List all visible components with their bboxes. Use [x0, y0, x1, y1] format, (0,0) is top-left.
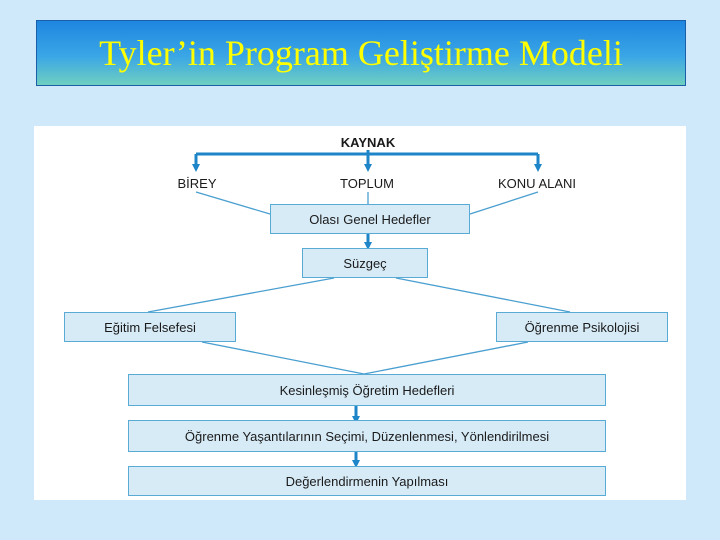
source-individual: BİREY — [177, 176, 217, 191]
source-subject-area: KONU ALANI — [497, 176, 577, 191]
filter-box: Süzgeç — [302, 248, 428, 278]
source-label: KAYNAK — [340, 135, 396, 150]
source-society: TOPLUM — [340, 176, 394, 191]
diagram-panel — [34, 126, 686, 500]
source-distribution-arrows — [196, 150, 538, 168]
evaluation-box: Değerlendirmenin Yapılması — [128, 466, 606, 496]
philosophy-box: Eğitim Felsefesi — [64, 312, 236, 342]
psychology-box: Öğrenme Psikolojisi — [496, 312, 668, 342]
experiences-box: Öğrenme Yaşantılarının Seçimi, Düzenlenmesi, Yönlendirilmesi — [128, 420, 606, 452]
objectives-box: Kesinleşmiş Öğretim Hedefleri — [128, 374, 606, 406]
title-bar — [36, 20, 686, 86]
page-title: Tyler’in Program Geliştirme Modeli — [99, 33, 623, 73]
general-goals-box: Olası Genel Hedefler — [270, 204, 470, 234]
